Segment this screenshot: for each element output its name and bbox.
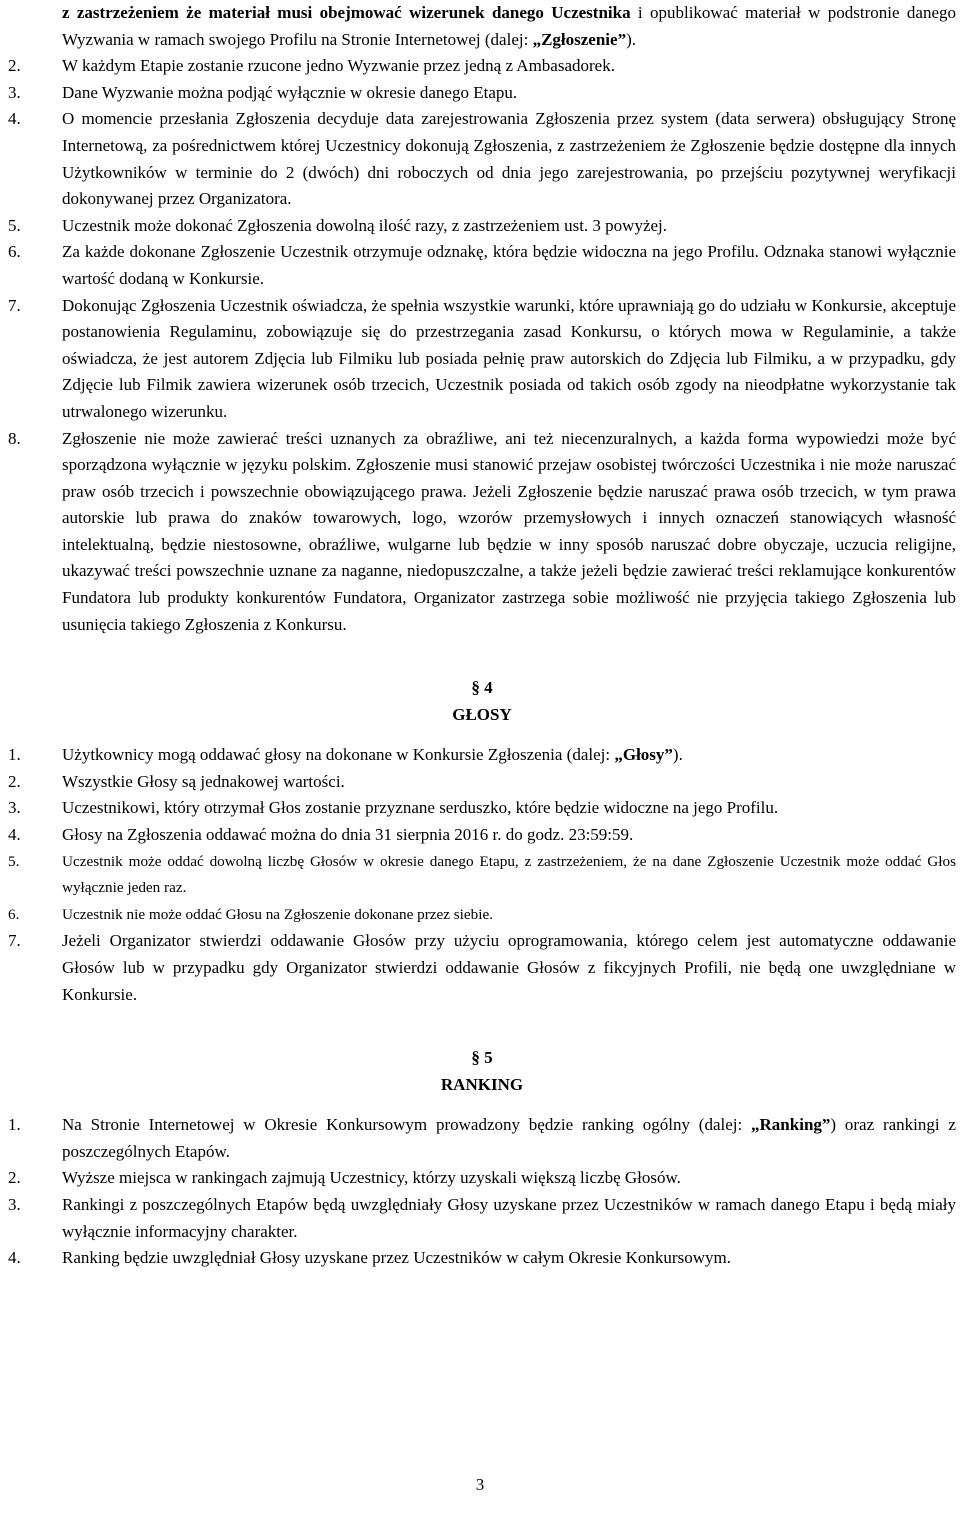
item-text: Dokonując Zgłoszenia Uczestnik oświadcza, że spełnia wszystkie warunki, które uprawniają go do udziału w Konkursie, akceptuje postanowienia Regulaminu, zobowiązuje się do przestrzegania zasad Konkursu, o których mowa w Regulaminie, a także oświadcza, że jest autorem Zdjęcia lub Filmiku lub posiada pełnię praw autorskich do Zdjęcia lub Filmiku, a w przypadku, gdy Zdjęcie lub Filmik zawiera wizerunek osób trzecich, Uczestnik posiada od takich osób zgody na nieodpłatne wykorzystanie tak utrwalonego wizerunku.: [62, 295, 956, 421]
item-number: 4.: [8, 825, 21, 845]
item-text: Dane Wyzwanie można podjąć wyłącznie w okresie danego Etapu.: [62, 82, 518, 102]
item-text: Uczestnikowi, który otrzymał Głos zostanie przyznane serduszko, które będzie widoczne na jego Profilu.: [62, 798, 779, 818]
item-text: O momencie przesłania Zgłoszenia decyduje data zarejestrowania Zgłoszenia przez system (data serwera) obsługujący Stronę Internetową, za pośrednictwem której Uczestnicy dokonują Zgłoszenia, z zastrzeżeniem że Zgłoszenie będzie dostępne dla innych Użytkowników w terminie do 2 (dwóch) dni roboczych od dnia jego zarejestrowania, po przejściu pozytywnej weryfikacji dokonywanej przez Organizatora.: [62, 109, 956, 209]
section-5-list: [8, 1112, 956, 1272]
list-item: [8, 795, 956, 822]
item-text: Uczestnik może oddać dowolną liczbę Głosów w okresie danego Etapu, z zastrzeżeniem, że na dane Zgłoszenie Uczestnik może oddać Głos wyłącznie jeden raz.: [62, 852, 956, 897]
item-text: Na Stronie Internetowej w Okresie Konkursowym prowadzony będzie ranking ogólny (dalej: „Ranking”) oraz rankingi z poszczególnych Etapów.: [62, 1115, 956, 1161]
item-text: Uczestnik może dokonać Zgłoszenia dowolną ilość razy, z zastrzeżeniem ust. 3 powyżej.: [62, 215, 668, 235]
item-text: Wyższe miejsca w rankingach zajmują Uczestnicy, którzy uzyskali większą liczbę Głosów.: [62, 1168, 681, 1188]
section-3-continuation: [8, 0, 956, 638]
item-text: Głosy na Zgłoszenia oddawać można do dnia 31 sierpnia 2016 r. do godz. 23:59:59.: [62, 825, 634, 845]
section-title: RANKING: [440, 1075, 524, 1095]
item-number: 7.: [8, 295, 21, 315]
clause-text: i opublikować materiał w podstronie danego Wyzwania w ramach swojego Profilu na Stronie Internetowej (dalej:: [62, 3, 956, 49]
list-item: [8, 213, 956, 240]
item-text: Uczestnik nie może oddać Głosu na Zgłoszenie dokonane przez siebie.: [62, 905, 493, 923]
defined-term: „Ranking”: [751, 1115, 831, 1135]
item-number: 8.: [8, 428, 21, 448]
item-number: 3.: [8, 1194, 21, 1214]
item-number: 6.: [8, 905, 20, 923]
item-number: 3.: [8, 82, 21, 102]
item-text: Zgłoszenie nie może zawierać treści uznanych za obraźliwe, ani też niecenzuralnych, a każda forma wypowiedzi może być sporządzona wyłącznie w języku polskim. Zgłoszenie musi stanowić przejaw osobistej twórczości Uczestnika i nie może naruszać praw osób trzecich i powszechnie obowiązującego prawa. Jeżeli Zgłoszenie będzie naruszać prawa osób trzecich, w tym prawa autorskie lub prawa do znaków towarowych, logo, wzorów przemysłowych i innych oznaczeń stanowiących własność intelektualną, będzie niestosowne, obraźliwe, wulgarne lub będzie w inny sposób naruszać dobre obyczaje, uczucia religijne, ukazywać treści powszechnie uznane za naganne, niedopuszczalne, a także jeżeli będzie zawierać treści reklamujące konkurentów Fundatora lub produkty konkurentów Fundatora, Organizator zastrzega sobie możliwość nie przyjęcia takiego Zgłoszenia lub usunięcia takiego Zgłoszenia z Konkursu.: [62, 428, 956, 634]
section-number: § 5: [471, 1048, 493, 1068]
bold-clause: z zastrzeżeniem że materiał musi obejmować wizerunek danego Uczestnika: [62, 3, 631, 22]
section-4-list: [8, 742, 956, 1008]
list-item: [8, 53, 956, 80]
item-number: 1.: [8, 1115, 21, 1135]
item-number: 3.: [8, 798, 21, 818]
item-number: 5.: [8, 852, 20, 870]
list-item: [8, 1165, 956, 1192]
item-number: 1.: [8, 745, 21, 765]
item-text: Użytkownicy mogą oddawać głosy na dokonane w Konkursie Zgłoszenia (dalej: „Głosy”).: [62, 745, 683, 765]
list-item: [8, 928, 956, 1008]
list-item: [8, 426, 956, 639]
list-item: [8, 106, 956, 212]
list-item: [8, 822, 956, 849]
item-text: Rankingi z poszczególnych Etapów będą uwzględniały Głosy uzyskane przez Uczestników w ramach danego Etapu i będą miały wyłącznie informacyjny charakter.: [62, 1194, 956, 1241]
item-number: 2.: [8, 56, 21, 76]
clause-end: ).: [626, 29, 636, 49]
list-item: [8, 769, 956, 796]
item-number: 7.: [8, 931, 21, 951]
item-number: 2.: [8, 771, 21, 791]
defined-term: „Zgłoszenie”: [532, 29, 627, 49]
item-number: 4.: [8, 1248, 21, 1268]
item-text: W każdym Etapie zostanie rzucone jedno Wyzwanie przez jedną z Ambasadorek.: [62, 56, 615, 76]
item-text: Wszystkie Głosy są jednakowej wartości.: [62, 771, 345, 791]
item-text: Za każde dokonane Zgłoszenie Uczestnik otrzymuje odznakę, która będzie widoczna na jego Profilu. Odznaka stanowi wyłącznie wartość dodaną w Konkursie.: [62, 242, 956, 288]
list-item: [8, 293, 956, 426]
section-title: GŁOSY: [452, 705, 512, 725]
defined-term: „Głosy”: [614, 745, 673, 765]
list-item: [8, 80, 956, 107]
list-item: [8, 239, 956, 292]
item-number: 6.: [8, 242, 21, 262]
item-1-continuation: [62, 0, 956, 53]
list-item: [8, 902, 956, 929]
item-text: Ranking będzie uwzględniał Głosy uzyskane przez Uczestników w całym Okresie Konkursowym.: [62, 1248, 731, 1268]
list-item: [8, 1112, 956, 1165]
list-item: [8, 849, 956, 902]
page-number: 3: [475, 1475, 485, 1494]
list-item: [8, 742, 956, 769]
section-4-heading: [8, 674, 956, 728]
list-item: [8, 1192, 956, 1245]
item-number: 2.: [8, 1168, 21, 1188]
list-item: [8, 1245, 956, 1272]
item-text: Jeżeli Organizator stwierdzi oddawanie Głosów przy użyciu oprogramowania, którego celem jest automatyczne oddawanie Głosów lub w przypadku gdy Organizator stwierdzi oddawanie Głosów z fikcyjnych Profili, nie będą one uwzględniane w Konkursie.: [62, 931, 956, 1004]
section-5-heading: [8, 1044, 956, 1098]
item-number: 4.: [8, 109, 21, 129]
section-number: § 4: [471, 678, 493, 698]
item-number: 5.: [8, 215, 21, 235]
section-3-list: [8, 53, 956, 638]
